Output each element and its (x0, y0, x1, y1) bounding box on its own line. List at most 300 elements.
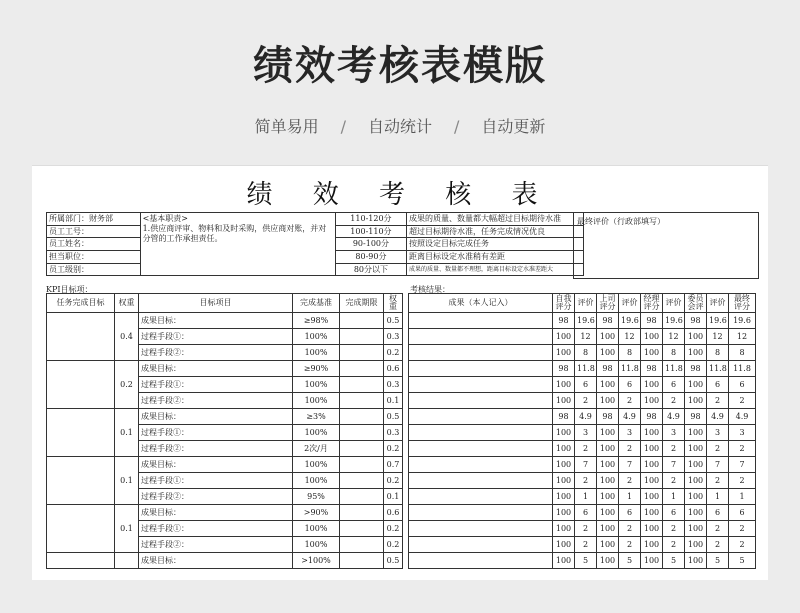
outcome-cell (409, 377, 553, 393)
score-cell: 98 (597, 409, 619, 425)
group-weight-cell: 0.1 (115, 505, 139, 553)
result-row (409, 505, 756, 521)
standard-cell: 100% (293, 521, 340, 537)
outcome-cell (409, 489, 553, 505)
result-row (409, 441, 756, 457)
score-cell: 100 (641, 537, 663, 553)
target-item-cell: 过程手段①： (139, 521, 293, 537)
score-cell: 100 (641, 345, 663, 361)
result-row (409, 329, 756, 345)
result-row (409, 409, 756, 425)
score-cell: 2 (663, 537, 685, 553)
score-cell: 8 (575, 345, 597, 361)
kpi-header: 权重 (115, 294, 139, 313)
score-cell: 100 (597, 537, 619, 553)
score-cell: 2 (707, 521, 729, 537)
tag-auto-stat: 自动统计 (367, 117, 432, 136)
target-item-cell: 过程手段②： (139, 537, 293, 553)
score-cell: 100 (641, 377, 663, 393)
score-cell: 100 (597, 393, 619, 409)
standard-cell: ≥3% (293, 409, 340, 425)
score-cell: 19.6 (619, 313, 641, 329)
score-cell: 7 (619, 457, 641, 473)
target-item-cell: 过程手段②： (139, 393, 293, 409)
outcome-cell (409, 361, 553, 377)
score-cell: 100 (553, 457, 575, 473)
deadline-cell (340, 409, 384, 425)
standard-cell: >100% (293, 553, 340, 569)
standard-cell: 100% (293, 329, 340, 345)
deadline-cell (340, 393, 384, 409)
score-cell: 98 (553, 361, 575, 377)
score-cell: 5 (619, 553, 641, 569)
kpi-row (47, 553, 403, 569)
item-weight-cell: 0.2 (384, 345, 403, 361)
result-row (409, 361, 756, 377)
target-item-cell: 成果目标： (139, 505, 293, 521)
info-label: 员工级别： (47, 263, 141, 276)
result-header: 委员会评 (685, 294, 707, 313)
score-cell: 100 (553, 441, 575, 457)
score-cell: 100 (685, 441, 707, 457)
result-row (409, 425, 756, 441)
deadline-cell (340, 441, 384, 457)
score-cell: 2 (729, 441, 756, 457)
outcome-cell (409, 473, 553, 489)
standard-cell: 100% (293, 425, 340, 441)
score-cell: 100 (641, 441, 663, 457)
standard-cell: ≥98% (293, 313, 340, 329)
result-row (409, 345, 756, 361)
score-cell: 6 (707, 377, 729, 393)
target-item-cell: 成果目标： (139, 313, 293, 329)
score-cell: 100 (685, 537, 707, 553)
outcome-cell (409, 393, 553, 409)
standard-cell: 95% (293, 489, 340, 505)
result-header: 评价 (575, 294, 597, 313)
item-weight-cell: 0.7 (384, 457, 403, 473)
score-cell: 98 (685, 409, 707, 425)
result-section-label: 考核结果： (410, 285, 450, 294)
standard-cell: 100% (293, 345, 340, 361)
sheet-title: 绩 效 考 核 表 (246, 180, 554, 210)
kpi-table (46, 293, 403, 569)
score-cell: 100 (597, 489, 619, 505)
score-cell: 1 (729, 489, 756, 505)
info-label: 员工工号： (47, 225, 141, 238)
standard-cell: 2次/月 (293, 441, 340, 457)
score-cell: 100 (641, 425, 663, 441)
score-cell: 100 (597, 473, 619, 489)
score-desc: 成果的质量、数量都不理想，距离目标设定水准差距大 (407, 263, 584, 276)
score-cell: 1 (663, 489, 685, 505)
score-cell: 100 (553, 425, 575, 441)
outcome-cell (409, 537, 553, 553)
outcome-cell (409, 313, 553, 329)
result-header: 评价 (619, 294, 641, 313)
score-cell: 2 (729, 537, 756, 553)
outcome-cell (409, 441, 553, 457)
score-cell: 2 (729, 521, 756, 537)
info-label: 担当职位： (47, 251, 141, 264)
score-cell: 100 (553, 377, 575, 393)
result-row (409, 393, 756, 409)
score-cell: 100 (641, 329, 663, 345)
score-cell: 100 (553, 329, 575, 345)
item-weight-cell: 0.6 (384, 505, 403, 521)
score-cell: 6 (619, 505, 641, 521)
item-weight-cell: 0.5 (384, 409, 403, 425)
kpi-body (47, 313, 403, 569)
score-cell: 2 (729, 393, 756, 409)
duty-text: 1.供应商评审、物料和及时采购，供应商对账，并对分管的工作承担责任。 (142, 224, 327, 243)
score-cell: 2 (663, 521, 685, 537)
score-cell: 5 (729, 553, 756, 569)
info-label: 员工姓名： (47, 238, 141, 251)
score-cell: 98 (597, 313, 619, 329)
outcome-cell (409, 409, 553, 425)
standard-cell: >90% (293, 505, 340, 521)
score-cell: 8 (729, 345, 756, 361)
score-cell: 100 (685, 377, 707, 393)
score-cell: 98 (641, 361, 663, 377)
score-cell: 3 (575, 425, 597, 441)
item-weight-cell: 0.5 (384, 313, 403, 329)
group-weight-cell: 0.4 (115, 313, 139, 361)
score-cell: 98 (553, 409, 575, 425)
score-cell: 19.6 (729, 313, 756, 329)
score-cell: 6 (663, 505, 685, 521)
target-item-cell: 过程手段②： (139, 345, 293, 361)
score-cell: 100 (641, 393, 663, 409)
item-weight-cell: 0.2 (384, 537, 403, 553)
group-weight-cell: 0.1 (115, 409, 139, 457)
score-cell: 2 (707, 473, 729, 489)
score-cell: 100 (597, 425, 619, 441)
deadline-cell (340, 425, 384, 441)
standard-cell: ≥90% (293, 361, 340, 377)
score-cell: 7 (575, 457, 597, 473)
score-cell: 2 (619, 537, 641, 553)
score-cell: 1 (707, 489, 729, 505)
final-evaluation-box: 最终评价（行政部填写） (573, 212, 759, 279)
deadline-cell (340, 313, 384, 329)
score-cell: 100 (597, 457, 619, 473)
score-cell: 2 (729, 473, 756, 489)
result-row (409, 521, 756, 537)
score-cell: 2 (663, 473, 685, 489)
result-header: 上司评分 (597, 294, 619, 313)
deadline-cell (340, 521, 384, 537)
group-weight-cell (115, 553, 139, 569)
score-cell: 100 (553, 537, 575, 553)
target-item-cell: 过程手段①： (139, 425, 293, 441)
result-body (409, 313, 756, 569)
score-cell: 100 (685, 457, 707, 473)
score-cell: 100 (641, 553, 663, 569)
result-row (409, 489, 756, 505)
score-cell: 100 (685, 489, 707, 505)
group-weight-cell: 0.2 (115, 361, 139, 409)
score-cell: 100 (553, 393, 575, 409)
deadline-cell (340, 457, 384, 473)
evaluation-sheet (32, 165, 768, 580)
banner-title: 绩效考核表模版 (253, 43, 547, 89)
result-header: 自我评分 (553, 294, 575, 313)
score-cell: 2 (575, 441, 597, 457)
target-item-cell: 过程手段①： (139, 377, 293, 393)
score-cell: 98 (641, 409, 663, 425)
score-cell: 12 (729, 329, 756, 345)
score-cell: 11.8 (619, 361, 641, 377)
score-cell: 2 (663, 441, 685, 457)
score-cell: 2 (619, 473, 641, 489)
score-range: 80-90分 (335, 251, 406, 264)
score-cell: 2 (575, 473, 597, 489)
score-cell: 3 (619, 425, 641, 441)
score-cell: 7 (663, 457, 685, 473)
score-cell: 100 (641, 505, 663, 521)
score-cell: 5 (707, 553, 729, 569)
task-goal-cell (47, 553, 115, 569)
tag-separator: / (340, 117, 346, 136)
score-desc: 距离目标设定水准稍有差距 (407, 251, 584, 264)
group-weight-cell: 0.1 (115, 457, 139, 505)
score-cell: 6 (575, 505, 597, 521)
info-label: 所属部门：财务部 (47, 213, 141, 226)
score-cell: 11.8 (707, 361, 729, 377)
target-item-cell: 成果目标： (139, 457, 293, 473)
kpi-row (47, 409, 403, 425)
item-weight-cell: 0.1 (384, 489, 403, 505)
score-cell: 100 (597, 329, 619, 345)
kpi-row (47, 505, 403, 521)
duty-title: <基本职责> (142, 214, 188, 223)
deadline-cell (340, 345, 384, 361)
item-weight-cell: 0.3 (384, 425, 403, 441)
score-cell: 100 (685, 345, 707, 361)
score-cell: 12 (663, 329, 685, 345)
score-cell: 4.9 (619, 409, 641, 425)
kpi-row (47, 313, 403, 329)
standard-cell: 100% (293, 457, 340, 473)
score-cell: 1 (619, 489, 641, 505)
kpi-row (47, 361, 403, 377)
result-table (408, 293, 756, 569)
score-cell: 98 (553, 313, 575, 329)
result-header: 评价 (707, 294, 729, 313)
score-range: 100-110分 (335, 225, 406, 238)
employee-info-table (46, 212, 584, 276)
task-goal-cell (47, 409, 115, 457)
score-range: 80分以下 (335, 263, 406, 276)
deadline-cell (340, 553, 384, 569)
score-range: 110-120分 (335, 213, 406, 226)
score-cell: 4.9 (707, 409, 729, 425)
outcome-cell (409, 425, 553, 441)
score-cell: 3 (729, 425, 756, 441)
target-item-cell: 成果目标： (139, 409, 293, 425)
score-cell: 8 (619, 345, 641, 361)
duty-cell (140, 213, 335, 276)
tag-separator: / (454, 117, 460, 136)
score-cell: 19.6 (663, 313, 685, 329)
score-cell: 12 (575, 329, 597, 345)
kpi-header: 权重 (384, 294, 403, 313)
score-cell: 4.9 (663, 409, 685, 425)
result-row (409, 377, 756, 393)
deadline-cell (340, 329, 384, 345)
result-header: 最终评分 (729, 294, 756, 313)
result-header: 经理评分 (641, 294, 663, 313)
score-cell: 2 (707, 393, 729, 409)
target-item-cell: 过程手段②： (139, 441, 293, 457)
score-cell: 100 (553, 473, 575, 489)
deadline-cell (340, 473, 384, 489)
score-cell: 100 (685, 329, 707, 345)
score-cell: 100 (553, 521, 575, 537)
outcome-cell (409, 329, 553, 345)
score-cell: 7 (729, 457, 756, 473)
kpi-header: 任务完成目标 (47, 294, 115, 313)
deadline-cell (340, 537, 384, 553)
target-item-cell: 过程手段①： (139, 473, 293, 489)
result-header: 成果（本人记入） (409, 294, 553, 313)
score-cell: 12 (619, 329, 641, 345)
deadline-cell (340, 377, 384, 393)
item-weight-cell: 0.6 (384, 361, 403, 377)
item-weight-cell: 0.1 (384, 393, 403, 409)
item-weight-cell: 0.3 (384, 329, 403, 345)
result-row (409, 473, 756, 489)
score-cell: 100 (597, 521, 619, 537)
item-weight-cell: 0.2 (384, 441, 403, 457)
score-cell: 11.8 (729, 361, 756, 377)
deadline-cell (340, 361, 384, 377)
score-cell: 4.9 (575, 409, 597, 425)
target-item-cell: 过程手段①： (139, 329, 293, 345)
score-cell: 100 (685, 473, 707, 489)
item-weight-cell: 0.2 (384, 473, 403, 489)
score-cell: 5 (575, 553, 597, 569)
deadline-cell (340, 489, 384, 505)
result-row (409, 553, 756, 569)
score-cell: 3 (663, 425, 685, 441)
score-cell: 100 (597, 345, 619, 361)
standard-cell: 100% (293, 473, 340, 489)
kpi-section-label: KPI目标项： (46, 285, 93, 294)
score-cell: 6 (663, 377, 685, 393)
score-cell: 100 (597, 553, 619, 569)
result-row (409, 457, 756, 473)
task-goal-cell (47, 313, 115, 361)
score-cell: 100 (553, 489, 575, 505)
score-desc: 成果的质量、数量都大幅超过目标期待水准 (407, 213, 584, 226)
score-cell: 100 (641, 473, 663, 489)
score-cell: 98 (685, 361, 707, 377)
item-weight-cell: 0.2 (384, 521, 403, 537)
score-cell: 100 (685, 553, 707, 569)
outcome-cell (409, 345, 553, 361)
item-weight-cell: 0.5 (384, 553, 403, 569)
score-cell: 4.9 (729, 409, 756, 425)
score-cell: 1 (575, 489, 597, 505)
outcome-cell (409, 505, 553, 521)
score-cell: 100 (685, 393, 707, 409)
score-cell: 2 (575, 393, 597, 409)
score-cell: 19.6 (575, 313, 597, 329)
standard-cell: 100% (293, 377, 340, 393)
outcome-cell (409, 457, 553, 473)
score-cell: 3 (707, 425, 729, 441)
task-goal-cell (47, 457, 115, 505)
score-cell: 98 (685, 313, 707, 329)
score-cell: 100 (553, 505, 575, 521)
score-cell: 100 (597, 505, 619, 521)
score-cell: 2 (575, 537, 597, 553)
score-cell: 5 (663, 553, 685, 569)
score-cell: 100 (685, 425, 707, 441)
result-row (409, 313, 756, 329)
score-cell: 100 (641, 489, 663, 505)
kpi-header: 目标项目 (139, 294, 293, 313)
outcome-cell (409, 553, 553, 569)
score-cell: 7 (707, 457, 729, 473)
kpi-row (47, 457, 403, 473)
kpi-header: 完成基准 (293, 294, 340, 313)
score-cell: 98 (597, 361, 619, 377)
score-cell: 2 (619, 441, 641, 457)
deadline-cell (340, 505, 384, 521)
standard-cell: 100% (293, 393, 340, 409)
score-cell: 2 (575, 521, 597, 537)
score-cell: 11.8 (575, 361, 597, 377)
result-row (409, 537, 756, 553)
score-cell: 6 (729, 377, 756, 393)
score-cell: 100 (597, 377, 619, 393)
score-cell: 6 (575, 377, 597, 393)
score-cell: 8 (663, 345, 685, 361)
score-desc: 超过目标期待水准，任务完成情况优良 (407, 225, 584, 238)
score-cell: 98 (641, 313, 663, 329)
score-cell: 8 (707, 345, 729, 361)
score-cell: 6 (729, 505, 756, 521)
result-header: 评价 (663, 294, 685, 313)
banner-tags (0, 114, 800, 137)
score-cell: 6 (619, 377, 641, 393)
score-cell: 100 (685, 521, 707, 537)
score-cell: 100 (641, 457, 663, 473)
task-goal-cell (47, 505, 115, 553)
score-cell: 2 (707, 537, 729, 553)
score-cell: 100 (553, 553, 575, 569)
score-desc: 按照设定目标完成任务 (407, 238, 584, 251)
tag-easy: 简单易用 (254, 117, 319, 136)
score-cell: 2 (663, 393, 685, 409)
score-cell: 11.8 (663, 361, 685, 377)
score-cell: 6 (707, 505, 729, 521)
score-cell: 19.6 (707, 313, 729, 329)
score-cell: 100 (685, 505, 707, 521)
task-goal-cell (47, 361, 115, 409)
score-cell: 2 (707, 441, 729, 457)
score-cell: 2 (619, 521, 641, 537)
score-cell: 100 (641, 521, 663, 537)
score-cell: 100 (597, 441, 619, 457)
tag-auto-update: 自动更新 (481, 117, 546, 136)
score-cell: 12 (707, 329, 729, 345)
target-item-cell: 成果目标： (139, 553, 293, 569)
